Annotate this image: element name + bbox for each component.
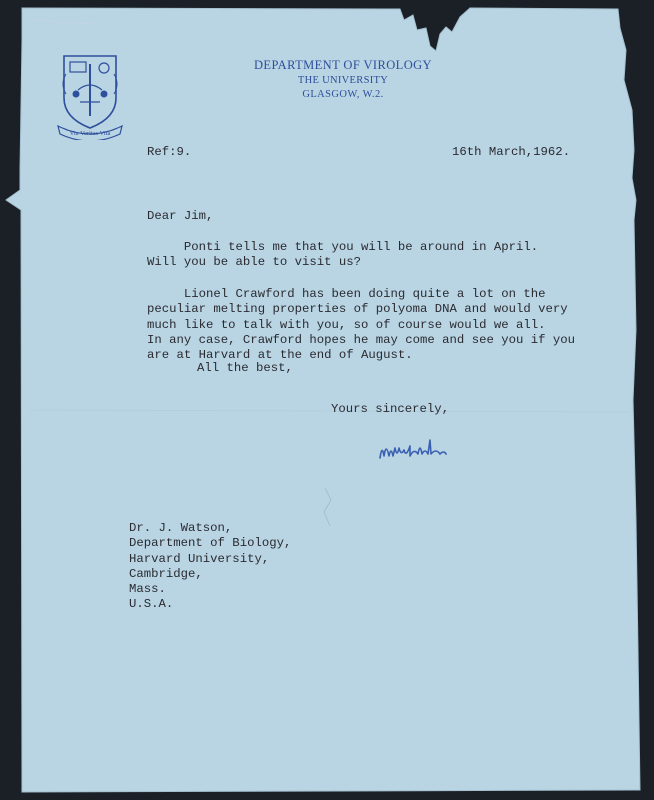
recipient-line: Department of Biology,	[129, 536, 292, 551]
handwritten-signature	[374, 434, 470, 468]
recipient-line: Mass.	[129, 582, 166, 597]
letterhead	[228, 57, 458, 102]
letterhead-department: DEPARTMENT OF VIROLOGY	[254, 58, 432, 72]
letter-date: 16th March,1962.	[452, 145, 571, 159]
recipient-line: U.S.A.	[129, 597, 174, 612]
recipient-line: Dr. J. Watson,	[129, 521, 233, 535]
closing-line: All the best,	[197, 361, 293, 375]
salutation: Dear Jim,	[147, 209, 214, 223]
university-crest-icon	[56, 50, 124, 140]
body-paragraph: Ponti tells me that you will be around in April. Will you be able to visit us?	[147, 240, 539, 270]
sign-off: Yours sincerely,	[331, 402, 450, 416]
recipient-line: Cambridge,	[129, 566, 203, 581]
body-paragraph: Lionel Crawford has been doing quite a lot on the peculiar melting properties of polyoma DNA and would very much like to talk with you, so of course would we all. In any case, Crawford hopes he may come and see you if you are at Harvard at the end of August.	[147, 287, 576, 363]
crest-motto: Via Veritas Vita	[69, 130, 111, 137]
reference-number: Ref:9.	[147, 145, 192, 159]
letterhead-city: GLASGOW, W.2.	[302, 88, 384, 100]
recipient-line: Harvard University,	[129, 551, 270, 566]
recipient-address	[129, 521, 291, 613]
letterhead-institution: THE UNIVERSITY	[297, 75, 389, 87]
